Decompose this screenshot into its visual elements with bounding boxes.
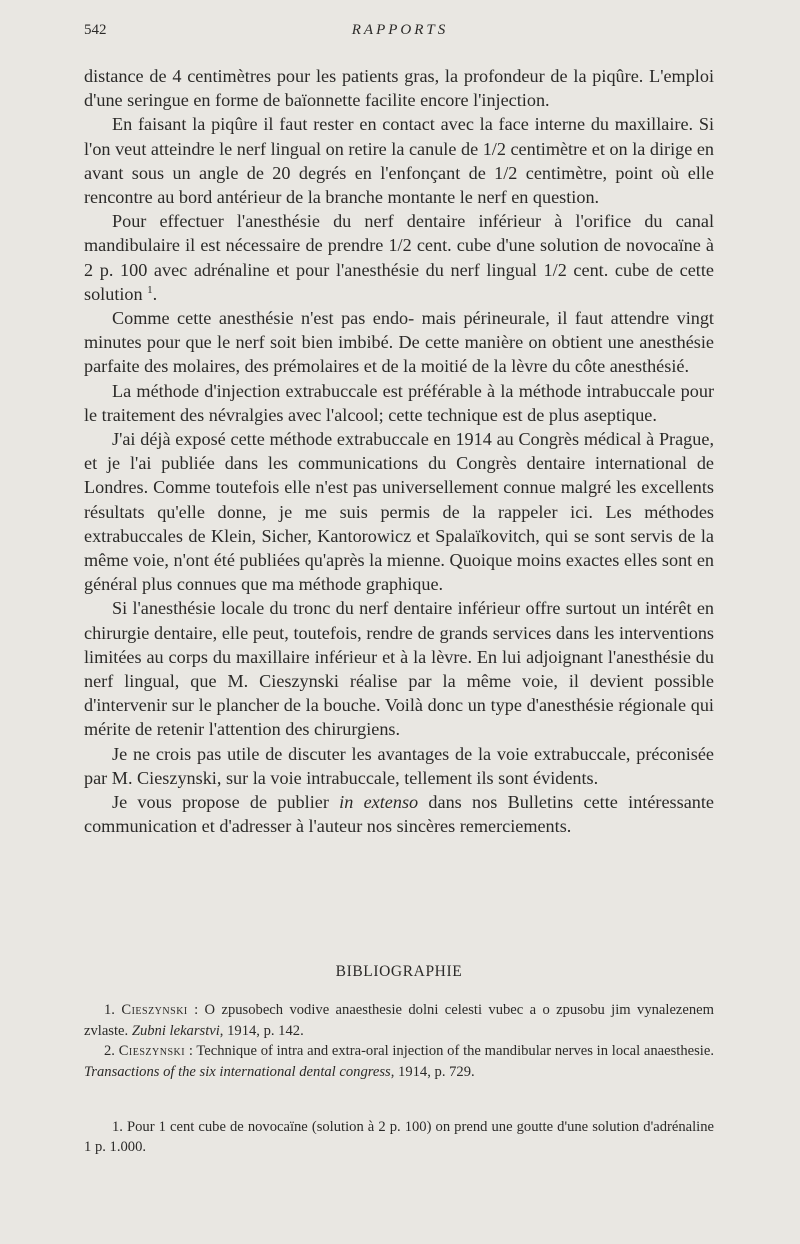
running-head: RAPPORTS [351,22,449,38]
paragraph-text: . [152,283,158,304]
paragraph: distance de 4 centimètres pour les patients gras, la profondeur de la piqûre. L'emploi d'une seringue en forme de baïonnette facilite encore l'injection. [84,66,714,111]
bibliography-details: , 1914, p. 142. [219,1022,304,1039]
footnote-text: 1. Pour 1 cent cube de novocaïne (solution à 2 p. 100) on prend une goutte d'une solution d'adrénaline 1 p. 1.000. [84,1119,714,1155]
page-header [84,22,716,46]
bibliography-author: Cieszynski [121,1002,188,1018]
bibliography-number: 2. [104,1043,115,1060]
paragraph: J'ai déjà exposé cette méthode extrabuccale en 1914 au Congrès médical à Prague, et je l'ai publiée dans les communications du Congrès dentaire international de Londres. Comme toutefois elle n'est pas universellement connue malgré les excellents résultats qu'elle donne, je me suis permis de la rappeler ici. Les méthodes extrabuccales de Klein, Sicher, Kantorowicz et Spalaïkovitch, qui se sont servis de la même voie, n'ont été publiées qu'après la mienne. Quoique moins exactes elles sont en général plus connues que ma méthode graphique. [84,429,714,595]
bibliography-source: Transactions of the six international dental congress [84,1063,391,1080]
bibliography-item [84,1041,714,1082]
paragraph-text: Pour effectuer l'anesthésie du nerf dentaire inférieur à l'orifice du canal mandibulaire il est nécessaire de prendre 1/2 cent. cube d'une solution de novocaïne à 2 p. 100 avec adrénaline et pour l'anesthésie du nerf lingual 1/2 cent. cube de cette solution [84,211,714,304]
paragraph: La méthode d'injection extrabuccale est préférable à la méthode intrabuccale pour le traitement des névralgies avec l'alcool; cette technique est de plus aseptique. [84,380,714,425]
bibliography-author: Cieszynski [118,1043,186,1060]
paragraph-text: Je vous propose de publier [112,792,340,813]
bibliography-title: BIBLIOGRAPHIE [335,963,463,980]
paragraph: En faisant la piqûre il faut rester en contact avec la face interne du maxillaire. Si l'on veut atteindre le nerf lingual on retire la canule de 1/2 centimètre et on la dirige en avant sous un angle de 20 degrés en l'enfonçant de 1/2 centimètre, point où elle rencontre au bord antérieur de la branche montante le nerf en question. [84,114,714,208]
body-text [84,64,714,839]
footnote-reference[interactable]: 1 [147,283,153,296]
bibliography-number: 1. [104,1002,115,1018]
bibliography-text: : Technique of intra and extra-oral injection of the mandibular nerves in local anaesthesie. [185,1043,714,1060]
paragraph: Comme cette anesthésie n'est pas endo- mais périneurale, il faut attendre vingt minutes pour que le nerf soit bien imbibé. De cette manière on obtient une anesthésie parfaite des molaires, des prémolaires et de la moitié de la lèvre du côte anesthésié. [84,308,714,377]
italic-text: in extenso [339,792,419,813]
bibliography-item [84,1000,714,1041]
paragraph: Je ne crois pas utile de discuter les avantages de la voie extrabuccale, préconisée par M. Cieszynski, sur la voie intrabuccale, tellement ils sont évidents. [84,743,714,788]
bibliography-details: , 1914, p. 729. [390,1063,475,1080]
paragraph-text: dans nos Bulletins cette intéressante communication et d'adresser à l'auteur nos sincères remerciements. [84,792,714,837]
paragraph [84,790,714,838]
bibliography-text: : O zpusobech vodive anaesthesie dolni celesti vubec a o zpusobu jim vynalezenem zvlaste. [84,1002,715,1039]
bibliography-list [84,1000,714,1082]
page-number: 542 [84,22,107,38]
paragraph: Si l'anesthésie locale du tronc du nerf dentaire inférieur offre surtout un intérêt en chirurgie dentaire, elle peut, toutefois, rendre de grands services dans les interventions limitées au corps du maxillaire inférieur et à la lèvre. En lui adjoignant l'anesthésie du nerf lingual, que M. Cieszynski réalise par la même voie, il devient possible d'intervenir sur le plancher de la bouche. Voilà donc un type d'anesthésie régionale qui mérite de retenir l'attention des chirurgiens. [84,598,714,740]
paragraph [84,209,714,306]
footnote [84,1117,714,1157]
bibliography-source: Zubni lekarstvi [131,1022,220,1039]
